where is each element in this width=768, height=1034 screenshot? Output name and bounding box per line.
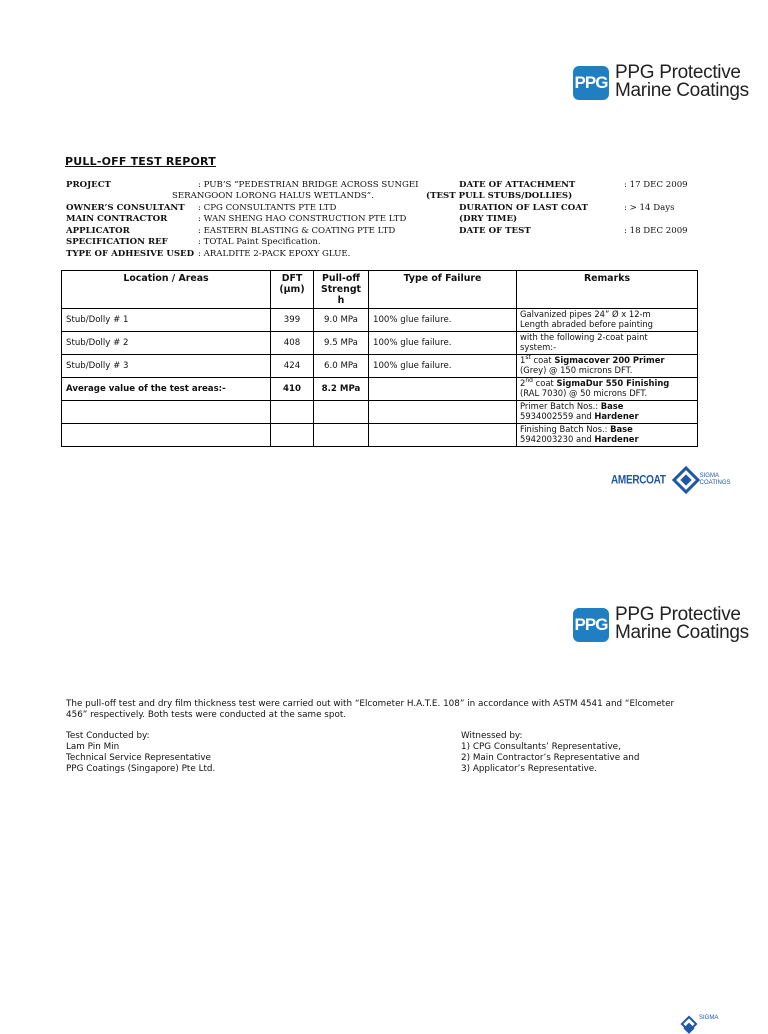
ppg-logo-mark: PPG bbox=[573, 66, 609, 100]
row-dft: 399 bbox=[271, 309, 314, 332]
attachment-date-label: DATE OF ATTACHMENT bbox=[459, 180, 576, 190]
main-contractor-value: : WAN SHENG HAO CONSTRUCTION PTE LTD bbox=[198, 214, 407, 224]
adhesive-value: : ARALDITE 2-PACK EPOXY GLUE. bbox=[198, 249, 351, 259]
average-pull-off: 8.2 MPa bbox=[314, 378, 369, 401]
empty-cell bbox=[369, 424, 517, 447]
empty-cell bbox=[62, 424, 271, 447]
amercoat-sigma-logo bbox=[611, 470, 731, 490]
test-date-value: : 18 DEC 2009 bbox=[624, 226, 688, 236]
row-failure: 100% glue failure. bbox=[369, 355, 517, 378]
header-pull-off: Pull-off Strengt h bbox=[314, 271, 369, 309]
average-label: Average value of the test areas:- bbox=[62, 378, 271, 401]
ppg-logo-wordmark: PPG Protective Marine Coatings bbox=[615, 62, 749, 101]
witnessed-by-block: Witnessed by: 1) CPG Consultants’ Representative, 2) Main Contractor’s Representative and 3) Applicator’s Representative. bbox=[461, 731, 640, 774]
owners-consultant-label: OWNER’S CONSULTANT bbox=[66, 203, 185, 213]
table-row-average bbox=[62, 378, 698, 401]
last-coat-value: : > 14 Days bbox=[624, 203, 675, 213]
row-remark: with the following 2-coat paint system:- bbox=[517, 332, 698, 355]
average-failure bbox=[369, 378, 517, 401]
report-title: PULL-OFF TEST REPORT bbox=[65, 155, 216, 168]
row-location: Stub/Dolly # 2 bbox=[62, 332, 271, 355]
attachment-date-sub: (TEST PULL STUBS/DOLLIES) bbox=[426, 191, 573, 201]
empty-cell bbox=[271, 424, 314, 447]
row-dft: 424 bbox=[271, 355, 314, 378]
row-remark: Galvanized pipes 24” Ø x 12-m Length abraded before painting bbox=[517, 309, 698, 332]
test-date-label: DATE OF TEST bbox=[459, 226, 531, 236]
row-dft: 408 bbox=[271, 332, 314, 355]
applicator-value: : EASTERN BLASTING & COATING PTE LTD bbox=[198, 226, 396, 236]
main-contractor-label: MAIN CONTRACTOR bbox=[66, 214, 168, 224]
row-failure: 100% glue failure. bbox=[369, 332, 517, 355]
table-row bbox=[62, 309, 698, 332]
row-pull-off: 9.5 MPa bbox=[314, 332, 369, 355]
row-remark: 2nd coat SigmaDur 550 Finishing (RAL 7030) @ 50 microns DFT. bbox=[517, 378, 698, 401]
row-remark: Finishing Batch Nos.: Base 5942003230 and Hardener bbox=[517, 424, 698, 447]
attachment-date-value: : 17 DEC 2009 bbox=[624, 180, 688, 190]
row-remark: 1st coat Sigmacover 200 Primer (Grey) @ 150 microns DFT. bbox=[517, 355, 698, 378]
table-row-empty bbox=[62, 424, 698, 447]
test-method-paragraph: The pull-off test and dry film thickness test were carried out with “Elcometer H.A.T.E. 108” in accordance with ASTM 4541 and “Elcometer 456” respectively. Both tests were conducted at the same spot. bbox=[66, 699, 675, 720]
amercoat-wordmark: AMERCOAT bbox=[611, 473, 666, 487]
specification-value: : TOTAL Paint Specification. bbox=[198, 237, 321, 247]
last-coat-label: DURATION OF LAST COAT bbox=[459, 203, 588, 213]
row-location: Stub/Dolly # 3 bbox=[62, 355, 271, 378]
project-label: PROJECT bbox=[66, 180, 111, 190]
results-table bbox=[61, 270, 698, 447]
row-failure: 100% glue failure. bbox=[369, 309, 517, 332]
ppg-header-logo bbox=[573, 64, 768, 106]
header-failure: Type of Failure bbox=[369, 271, 517, 309]
empty-cell bbox=[62, 401, 271, 424]
owners-consultant-value: : CPG CONSULTANTS PTE LTD bbox=[198, 203, 337, 213]
conducted-by-block: Test Conducted by: Lam Pin Min Technical Service Representative PPG Coatings (Singapore) Pte Ltd. bbox=[66, 731, 216, 774]
average-dft: 410 bbox=[271, 378, 314, 401]
table-header-row bbox=[62, 271, 698, 309]
adhesive-label: TYPE OF ADHESIVE USED bbox=[66, 249, 195, 259]
header-dft: DFT (µm) bbox=[271, 271, 314, 309]
empty-cell bbox=[271, 401, 314, 424]
row-location: Stub/Dolly # 1 bbox=[62, 309, 271, 332]
row-remark: Primer Batch Nos.: Base 5934002559 and Hardener bbox=[517, 401, 698, 424]
sigma-diamond-icon bbox=[681, 1016, 698, 1033]
header-remarks: Remarks bbox=[517, 271, 698, 309]
project-value: : PUB’S “PEDESTRIAN BRIDGE ACROSS SUNGEI bbox=[198, 180, 419, 190]
ppg-logo-wordmark: PPG Protective Marine Coatings bbox=[615, 604, 749, 643]
table-row bbox=[62, 355, 698, 378]
applicator-label: APPLICATOR bbox=[66, 226, 130, 236]
last-coat-sub: (DRY TIME) bbox=[459, 214, 518, 224]
project-value-cont: SERANGOON LORONG HALUS WETLANDS”. bbox=[172, 191, 374, 201]
ppg-header-logo-page2 bbox=[573, 606, 768, 648]
sigma-diamond-icon bbox=[671, 466, 699, 494]
sigma-footer-logo: SIGMA bbox=[683, 1015, 713, 1024]
header-location: Location / Areas bbox=[62, 271, 271, 309]
empty-cell bbox=[314, 424, 369, 447]
row-pull-off: 9.0 MPa bbox=[314, 309, 369, 332]
empty-cell bbox=[314, 401, 369, 424]
table-row bbox=[62, 332, 698, 355]
sigma-wordmark: SIGMA COATINGS bbox=[699, 473, 731, 486]
row-pull-off: 6.0 MPa bbox=[314, 355, 369, 378]
ppg-logo-mark: PPG bbox=[573, 608, 609, 642]
table-row-empty bbox=[62, 401, 698, 424]
specification-label: SPECIFICATION REF bbox=[66, 237, 168, 247]
empty-cell bbox=[369, 401, 517, 424]
